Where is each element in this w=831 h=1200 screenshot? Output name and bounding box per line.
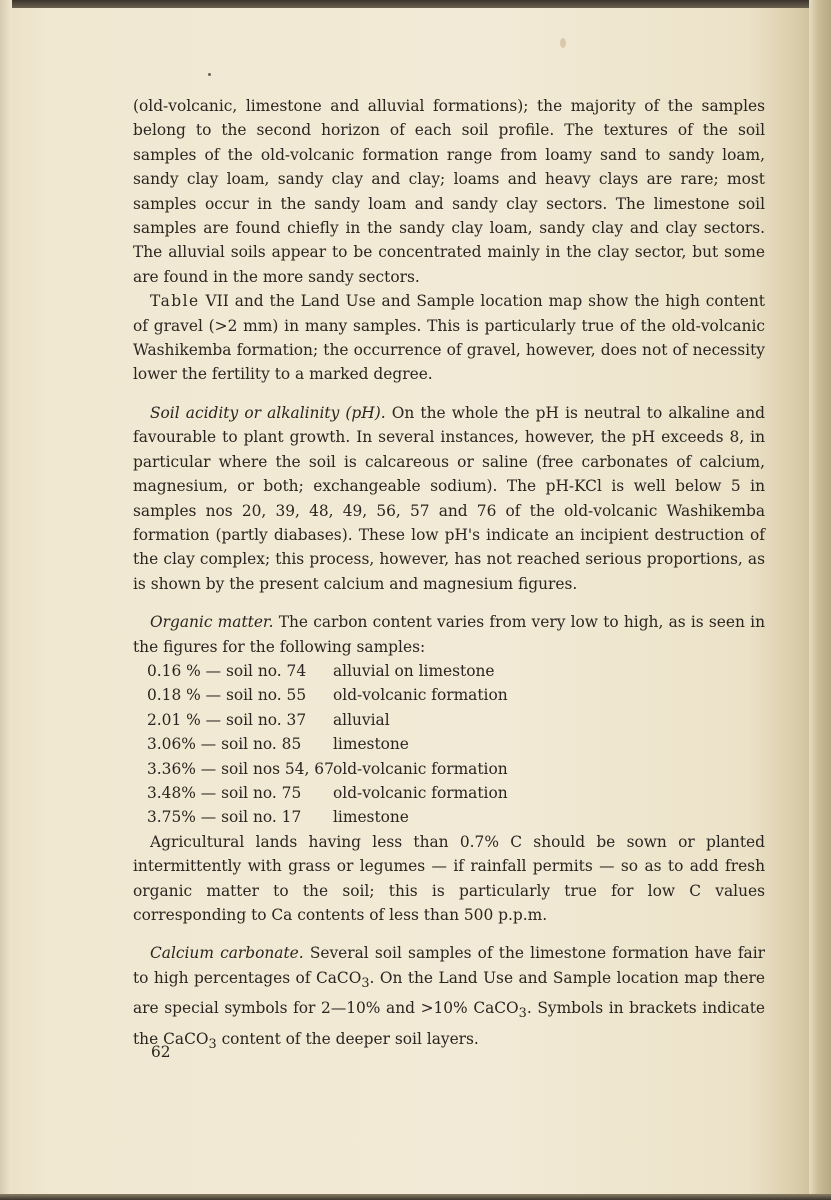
acidity-text: On the whole the pH is neutral to alkaline and favourable to plant growth. In several instances, however, the pH exceeds 8, in particular where the soil is calcareous or saline (free carbonates of calcium, magnesium, or both; exchangeable sodium). The pH-KCl is well below 5 in samples nos 20, 39, 48, 49, 56, 57 and 76 of the old-volcanic Washikemba formation (partly diabases). These low pH's indicate an incipient destruction of the clay complex; this process, however, has not reached serious proportions, as is shown by the present calcium and magnesium figures. bbox=[133, 403, 765, 593]
sample-carbon: 3.75% — soil no. 17 bbox=[147, 808, 302, 827]
bottom-page-edge bbox=[0, 1194, 831, 1200]
sample-carbon: 3.36% — soil nos 54, 67 bbox=[147, 759, 334, 778]
sample-formation: limestone bbox=[333, 735, 409, 754]
sample-carbon: 2.01 % — soil no. 37 bbox=[147, 710, 307, 729]
list-item bbox=[133, 757, 765, 781]
organic-text: The carbon content varies from very low to high, as is seen in the figures for the following samples: bbox=[133, 613, 765, 656]
organic-heading: Organic matter. bbox=[150, 613, 274, 632]
sample-formation: old-volcanic formation bbox=[333, 783, 508, 802]
formula-caco3: CaCO$_3$ bbox=[163, 1029, 217, 1052]
list-item bbox=[133, 708, 765, 732]
sample-formation: old-volcanic formation bbox=[333, 686, 508, 705]
list-item bbox=[133, 805, 765, 829]
calcium-text-b: . On the Land Use and Sample location map there are special symbols for 2—10% and >10% bbox=[133, 968, 765, 1018]
sample-carbon: 0.16 % — soil no. 74 bbox=[147, 661, 307, 680]
calcium-text-c: . Symbols in brackets indicate the bbox=[133, 999, 765, 1048]
list-item bbox=[133, 781, 765, 805]
sample-formation: limestone bbox=[333, 808, 409, 827]
table-reference: Table bbox=[150, 292, 200, 311]
paragraph-calcium bbox=[133, 941, 765, 1057]
sample-carbon: 3.06% — soil no. 85 bbox=[147, 735, 302, 754]
body-text bbox=[133, 94, 765, 1057]
list-item bbox=[133, 659, 765, 683]
sample-formation: alluvial on limestone bbox=[333, 661, 495, 680]
page-number: 62 bbox=[151, 1043, 171, 1061]
top-page-edge bbox=[0, 0, 831, 8]
spine-shadow bbox=[0, 0, 12, 1200]
carbon-sample-list bbox=[133, 659, 765, 830]
paragraph-textures: (old-volcanic, limestone and alluvial formations); the majority of the samples belong to the second horizon of each soil profile. The textures of the soil samples of the old-volcanic formation range from loamy sand to sandy loam, sandy clay loam, sandy clay and clay; loams and heavy clays are rare; most samples occur in the sandy loam and sandy clay sectors. The limestone soil samples are found chiefly in the sandy clay loam, sandy clay and clay sectors. The alluvial soils appear to be concentrated mainly in the clay sector, but some are found in the more sandy sectors. bbox=[133, 97, 765, 286]
formula-caco3: CaCO$_3$ bbox=[473, 999, 527, 1022]
sample-carbon: 0.18 % — soil no. 55 bbox=[147, 686, 307, 705]
sample-carbon: 3.48% — soil no. 75 bbox=[147, 783, 302, 802]
paragraph-organic bbox=[133, 610, 765, 659]
calcium-text-d: content of the deeper soil layers. bbox=[221, 1029, 479, 1048]
formula-caco3: CaCO$_3$ bbox=[315, 968, 370, 991]
paragraph-gravel bbox=[133, 289, 765, 387]
list-item bbox=[133, 683, 765, 707]
calcium-text-a: Several soil samples of the limestone formation have fair to high percentages of bbox=[133, 944, 765, 987]
sample-formation: alluvial bbox=[333, 710, 390, 729]
paper-speck bbox=[208, 73, 211, 76]
calcium-heading: Calcium carbonate. bbox=[150, 944, 304, 963]
paragraph-carbon-advice: Agricultural lands having less than 0.7% C should be sown or planted intermittently with grass or legumes — if rainfall permits — so as to add fresh organic matter to the soil; this is particularly true for low C values corresponding to Ca contents of less than 500 p.p.m. bbox=[133, 832, 765, 924]
sample-formation: old-volcanic formation bbox=[333, 759, 508, 778]
paragraph-acidity bbox=[133, 401, 765, 596]
paper-stain bbox=[560, 38, 566, 48]
acidity-heading: Soil acidity or alkalinity (pH). bbox=[150, 403, 386, 422]
gravel-text: VII and the Land Use and Sample location map show the high content of gravel (>2 mm) in many samples. This is particularly true of the old-volcanic Washikemba formation; the occurrence of gravel, however, does not of necessity lower the fertility to a marked degree. bbox=[133, 292, 765, 384]
list-item bbox=[133, 732, 765, 756]
right-page-edge bbox=[809, 0, 831, 1200]
